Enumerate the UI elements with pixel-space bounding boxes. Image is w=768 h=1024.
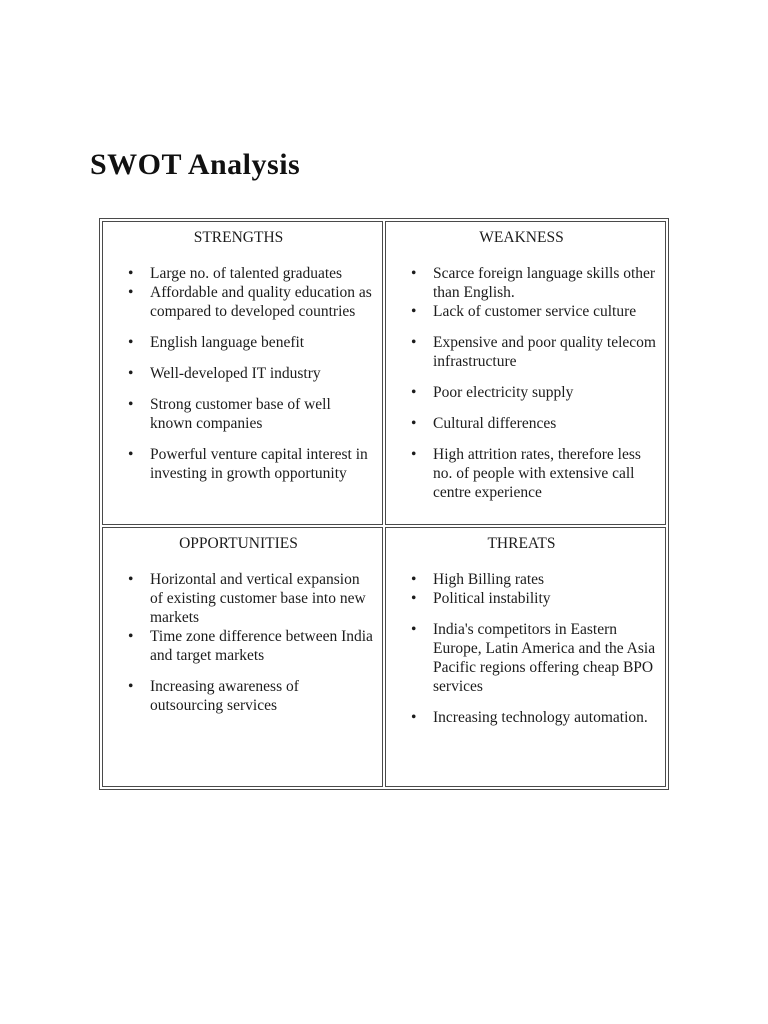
bullet-item xyxy=(103,627,374,665)
swot-table xyxy=(99,218,669,790)
bullet-item-text: Powerful venture capital interest in investing in growth opportunity xyxy=(150,446,368,482)
bullet-item-text: Large no. of talented graduates xyxy=(150,265,343,282)
bullet-icon: • xyxy=(128,628,134,645)
bullet-item xyxy=(386,383,657,402)
table-row xyxy=(102,527,666,787)
bullet-item-text: Increasing technology automation. xyxy=(433,709,648,726)
bullet-item xyxy=(386,620,657,696)
bullet-icon: • xyxy=(411,415,417,432)
quadrant-header-weakness: WEAKNESS xyxy=(479,229,564,246)
quadrant-list-threats xyxy=(386,570,657,727)
bullet-item xyxy=(386,570,657,589)
quadrant-opportunities xyxy=(102,527,383,787)
quadrant-header-strengths: STRENGTHS xyxy=(193,229,284,246)
bullet-item xyxy=(386,302,657,321)
quadrant-list-strengths xyxy=(103,264,374,483)
bullet-icon: • xyxy=(411,590,417,607)
bullet-icon: • xyxy=(128,365,134,382)
bullet-icon: • xyxy=(411,446,417,463)
quadrant-strengths xyxy=(102,221,383,525)
bullet-icon: • xyxy=(128,265,134,282)
bullet-item xyxy=(103,570,374,627)
bullet-icon: • xyxy=(128,396,134,413)
bullet-item xyxy=(386,445,657,502)
bullet-item-text: High attrition rates, therefore less no. of people with extensive call centre experience xyxy=(433,446,641,501)
quadrant-header-opportunities: OPPORTUNITIES xyxy=(179,535,298,552)
bullet-item xyxy=(103,283,374,321)
bullet-icon: • xyxy=(128,334,134,351)
bullet-item xyxy=(103,364,374,383)
bullet-icon: • xyxy=(411,265,417,282)
bullet-item xyxy=(386,264,657,302)
page-title: SWOT Analysis xyxy=(90,148,301,181)
bullet-icon: • xyxy=(411,384,417,401)
bullet-item-text: High Billing rates xyxy=(433,571,545,588)
bullet-item xyxy=(386,333,657,371)
quadrant-list-weakness xyxy=(386,264,657,502)
quadrant-weakness xyxy=(385,221,666,525)
bullet-item-text: Increasing awareness of outsourcing services xyxy=(150,678,299,714)
bullet-item xyxy=(103,333,374,352)
bullet-icon: • xyxy=(128,678,134,695)
bullet-item-text: Time zone difference between India and target markets xyxy=(150,628,373,664)
bullet-item xyxy=(103,395,374,433)
bullet-icon: • xyxy=(411,303,417,320)
bullet-item-text: Cultural differences xyxy=(433,415,557,432)
bullet-icon: • xyxy=(128,571,134,588)
bullet-item-text: Political instability xyxy=(433,590,551,607)
bullet-item xyxy=(386,589,657,608)
bullet-item-text: Strong customer base of well known companies xyxy=(150,396,331,432)
bullet-item-text: Affordable and quality education as compared to developed countries xyxy=(150,284,372,320)
bullet-item xyxy=(103,264,374,283)
bullet-item xyxy=(386,414,657,433)
bullet-icon: • xyxy=(411,621,417,638)
bullet-icon: • xyxy=(411,571,417,588)
bullet-icon: • xyxy=(411,334,417,351)
quadrant-threats xyxy=(385,527,666,787)
bullet-item xyxy=(103,445,374,483)
quadrant-list-opportunities xyxy=(103,570,374,715)
bullet-item-text: English language benefit xyxy=(150,334,305,351)
bullet-icon: • xyxy=(411,709,417,726)
quadrant-header-threats: THREATS xyxy=(487,535,556,552)
bullet-item-text: Horizontal and vertical expansion of existing customer base into new markets xyxy=(150,571,366,626)
bullet-item-text: Expensive and poor quality telecom infrastructure xyxy=(433,334,656,370)
bullet-item-text: Well-developed IT industry xyxy=(150,365,321,382)
table-row xyxy=(102,221,666,525)
bullet-item-text: India's competitors in Eastern Europe, Latin America and the Asia Pacific regions offering cheap BPO services xyxy=(433,621,656,695)
bullet-item-text: Lack of customer service culture xyxy=(433,303,637,320)
bullet-item-text: Scarce foreign language skills other than English. xyxy=(433,265,656,301)
bullet-item xyxy=(103,677,374,715)
bullet-icon: • xyxy=(128,284,134,301)
bullet-item-text: Poor electricity supply xyxy=(433,384,574,401)
bullet-icon: • xyxy=(128,446,134,463)
bullet-item xyxy=(386,708,657,727)
